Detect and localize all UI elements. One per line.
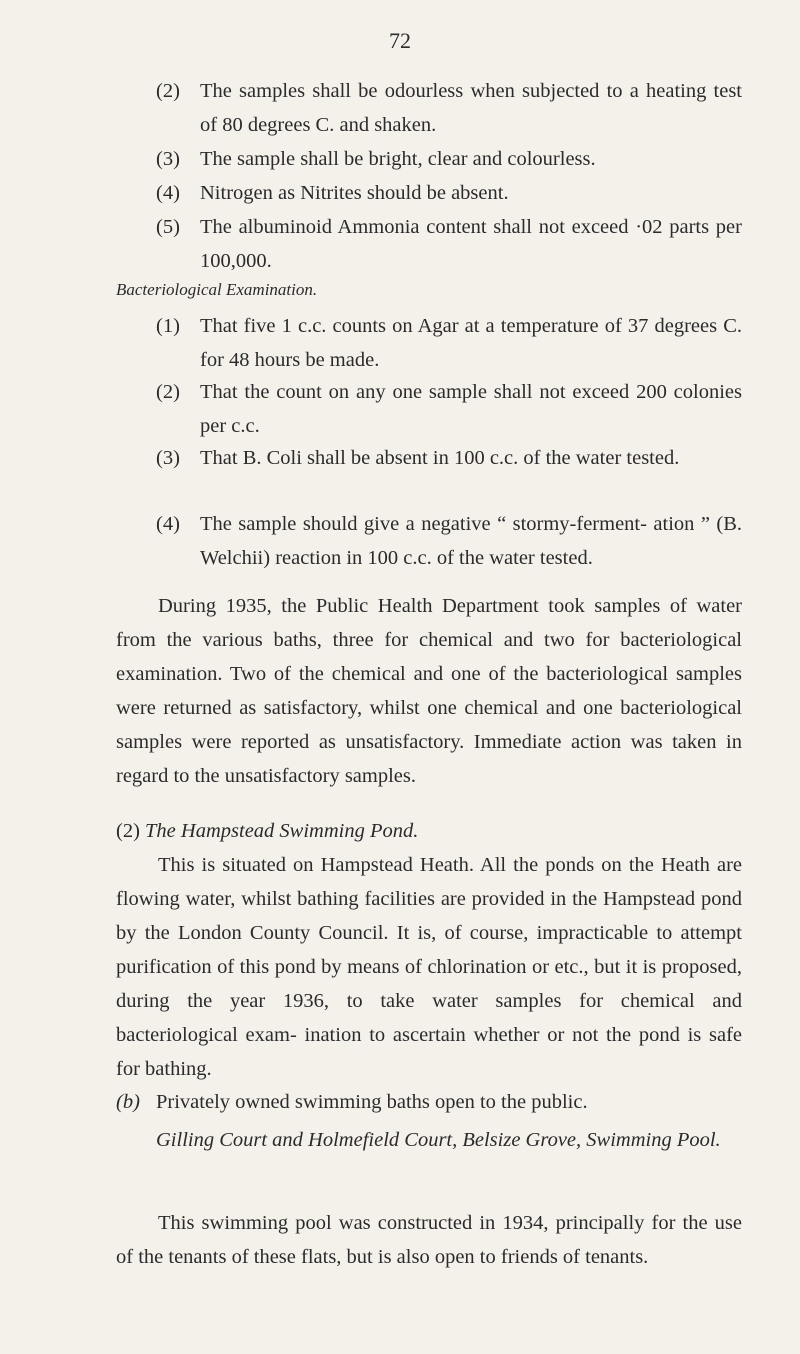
section-label: (b) (116, 1091, 140, 1113)
paragraph-hampstead: This is situated on Hampstead Heath. All the ponds on the Heath are flowing water, whilst bathing facilities are provided in the Hampstead pond by the London County Council. It is, of course, impracticable to attempt purification of this pond by means of chlorination or etc., but it is proposed, during the year 1936, to take water samples for chemical and bacteriological exam- ination to ascertain whether or not the pond is safe for bathing. (116, 854, 742, 1080)
item-text: That five 1 c.c. counts on Agar at a temperature of 37 degrees C. for 48 hours be made. (200, 315, 742, 371)
list-item (156, 441, 742, 475)
item-text: The samples shall be odourless when subjected to a heating test of 80 degrees C. and shaken. (200, 80, 742, 136)
list-item (156, 507, 742, 575)
item-text: The sample should give a negative “ stormy-ferment- ation ” (B. Welchii) reaction in 100 c.c. of the water tested. (200, 513, 742, 569)
gilling-title-text: Gilling Court and Holmefield Court, Belsize Grove, Swimming Pool. (156, 1129, 721, 1151)
paragraph-gilling: This swimming pool was constructed in 1934, principally for the use of the tenants of these flats, but is also open to friends of tenants. (116, 1212, 742, 1268)
list-item (156, 74, 742, 142)
item-label: (5) (156, 216, 180, 238)
item-text: The sample shall be bright, clear and colourless. (200, 148, 596, 170)
list-item (156, 375, 742, 443)
item-text: That the count on any one sample shall not exceed 200 colonies per c.c. (200, 381, 742, 437)
list-item (156, 142, 742, 176)
subsection-label: (2) (116, 820, 140, 842)
item-label: (3) (156, 148, 180, 170)
item-label: (3) (156, 447, 180, 469)
section-heading: Bacteriological Examination. (116, 280, 318, 299)
item-text: The albuminoid Ammonia content shall not exceed ·02 parts per 100,000. (200, 216, 742, 272)
item-label: (1) (156, 315, 180, 337)
list-item (156, 210, 742, 278)
paragraph-1935: During 1935, the Public Health Department took samples of water from the various baths, three for chemical and two for bacteriological examination. Two of the chemical and one of the bacteriological samples were returned as satisfactory, whilst one chemical and one bacteriological samples were reported as unsatisfactory. Immediate action was taken in regard to the unsatisfactory samples. (116, 595, 742, 787)
section-b (116, 1085, 742, 1119)
page-number: 72 (389, 28, 411, 53)
list-item (156, 309, 742, 377)
item-label: (4) (156, 182, 180, 204)
gilling-title (156, 1123, 742, 1157)
item-text: That B. Coli shall be absent in 100 c.c. of the water tested. (200, 447, 680, 469)
subsection-title: The Hampstead Swimming Pond. (145, 820, 419, 842)
item-text: Nitrogen as Nitrites should be absent. (200, 182, 509, 204)
item-label: (2) (156, 80, 180, 102)
list-item (156, 176, 742, 210)
subsection-heading (116, 820, 418, 843)
item-label: (2) (156, 381, 180, 403)
section-text: Privately owned swimming baths open to the public. (156, 1091, 588, 1113)
item-label: (4) (156, 513, 180, 535)
